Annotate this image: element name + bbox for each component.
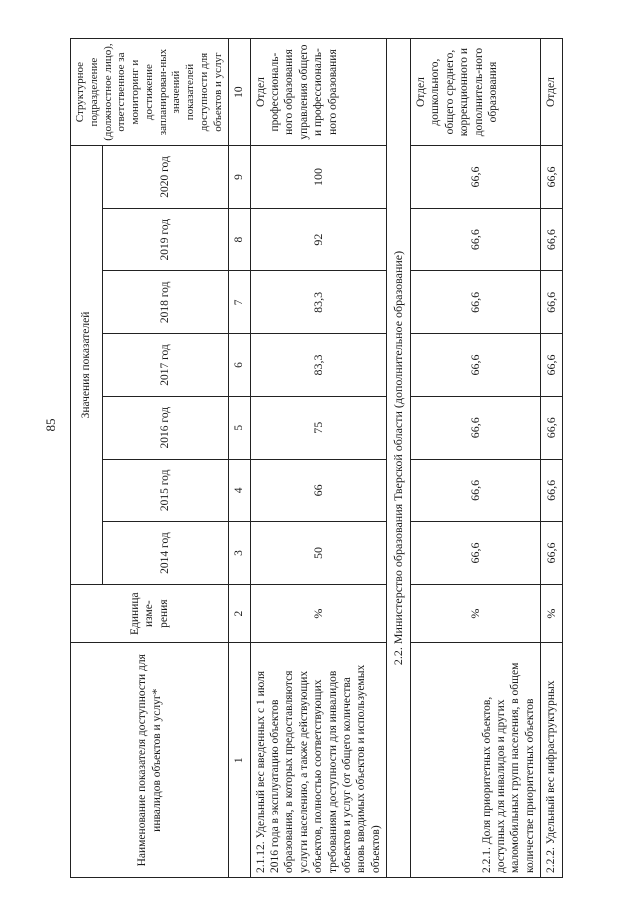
unit-cell: % <box>541 584 563 643</box>
header-year: 2020 год <box>103 146 229 209</box>
value-cell: 66,6 <box>411 522 541 585</box>
table-row <box>411 39 541 878</box>
value-cell: 66,6 <box>541 271 563 334</box>
table-row <box>541 39 563 878</box>
value-cell: 75 <box>250 396 386 459</box>
unit-cell: % <box>250 584 386 643</box>
table-row <box>250 39 386 878</box>
column-number: 2 <box>229 584 250 643</box>
value-cell: 66,6 <box>541 334 563 397</box>
unit-cell: % <box>411 584 541 643</box>
value-cell: 66,6 <box>411 396 541 459</box>
header-unit: Единица изме-рения <box>71 584 229 643</box>
header-year: 2019 год <box>103 208 229 271</box>
header-year: 2017 год <box>103 334 229 397</box>
value-cell: 66,6 <box>541 208 563 271</box>
value-cell: 66,6 <box>541 146 563 209</box>
value-cell: 66,6 <box>411 146 541 209</box>
responsible-cell: Отдел дошкольного, общего среднего, коррекционного и дополнитель-ного образования <box>411 39 541 146</box>
header-year: 2014 год <box>103 522 229 585</box>
page-number: 85 <box>43 418 58 432</box>
value-cell: 66,6 <box>411 208 541 271</box>
indicator-name: 2.1.12. Удельный вес введенных с 1 июля 2016 года в эксплуатацию объектов образования, в которых предоставляются услуги населению, а также действующих объектов, полностью соответствующих требованиям доступности для инвалидов объектов и услуг (от общего количества вновь вводимых объектов и используемых объектов) <box>250 643 386 878</box>
indicator-name: 2.2.2. Удельный вес инфраструктурных <box>541 643 563 878</box>
value-cell: 66,6 <box>411 459 541 522</box>
column-number: 6 <box>229 334 250 397</box>
value-cell: 66,6 <box>541 459 563 522</box>
value-cell: 66,6 <box>541 396 563 459</box>
responsible-cell: Отдел профессиональ-ного образования управления общего и профессиональ-ного образования <box>250 39 386 146</box>
numbering-row <box>229 39 250 878</box>
column-number: 1 <box>229 643 250 878</box>
column-number: 9 <box>229 146 250 209</box>
column-number: 7 <box>229 271 250 334</box>
header-values: Значения показателей <box>71 146 103 585</box>
value-cell: 66 <box>250 459 386 522</box>
column-number: 5 <box>229 396 250 459</box>
value-cell: 100 <box>250 146 386 209</box>
header-year: 2015 год <box>103 459 229 522</box>
value-cell: 66,6 <box>541 522 563 585</box>
header-responsible: Структурное подразделение (должностное лицо), ответственное за мониторинг и достижение запланирован-ных значений показателей доступности для объектов и услуг <box>71 39 229 146</box>
column-number: 10 <box>229 39 250 146</box>
value-cell: 50 <box>250 522 386 585</box>
value-cell: 66,6 <box>411 334 541 397</box>
accessibility-indicators-table <box>70 38 563 878</box>
value-cell: 83,3 <box>250 334 386 397</box>
header-year: 2018 год <box>103 271 229 334</box>
responsible-cell: Отдел <box>541 39 563 146</box>
value-cell: 92 <box>250 208 386 271</box>
indicator-name: 2.2.1. Доля приоритетных объектов, доступных для инвалидов и других маломобильных групп населения, в общем количестве приоритетных объектов <box>411 643 541 878</box>
value-cell: 83,3 <box>250 271 386 334</box>
header-year: 2016 год <box>103 396 229 459</box>
rotated-table-page <box>70 38 600 878</box>
value-cell: 66,6 <box>411 271 541 334</box>
column-number: 3 <box>229 522 250 585</box>
column-number: 4 <box>229 459 250 522</box>
column-number: 8 <box>229 208 250 271</box>
header-name: Наименование показателя доступности для инвалидов объектов и услуг* <box>71 643 229 878</box>
section-heading: 2.2. Министерство образования Тверской области (дополнительное образование) <box>387 39 411 878</box>
